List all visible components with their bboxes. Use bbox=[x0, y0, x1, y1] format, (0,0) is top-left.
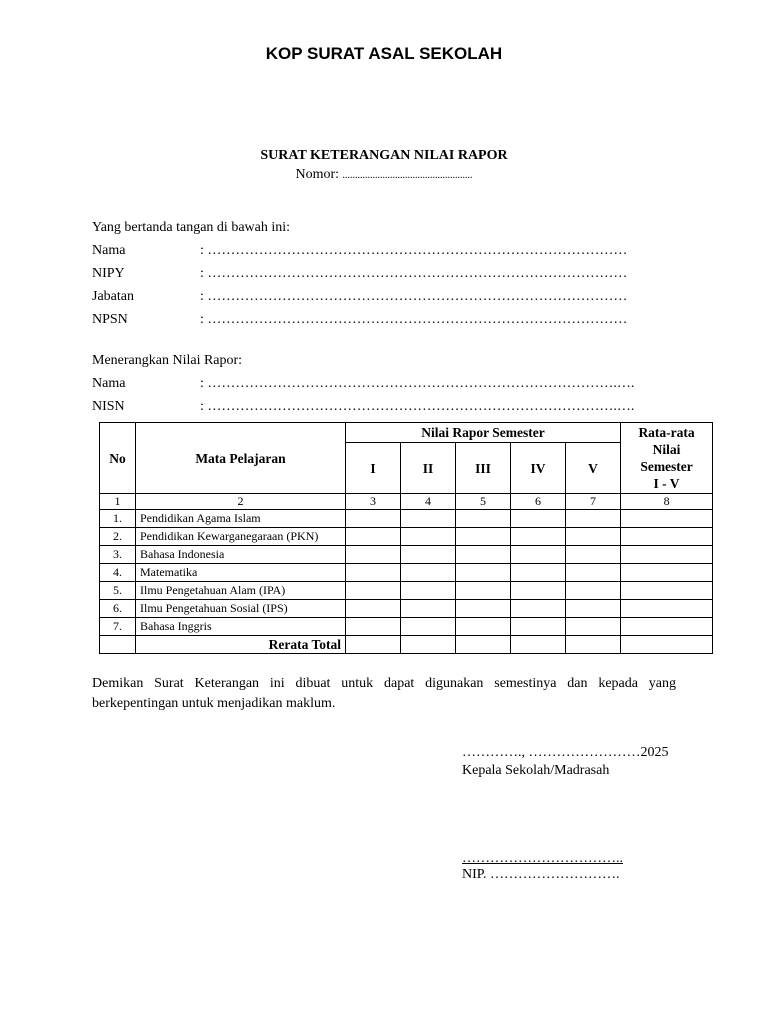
grade-cell bbox=[566, 510, 621, 528]
grade-cell bbox=[346, 564, 401, 582]
row-subject: Ilmu Pengetahuan Alam (IPA) bbox=[136, 582, 346, 600]
row-subject: Bahasa Inggris bbox=[136, 618, 346, 636]
signer-npsn-label: NPSN bbox=[92, 312, 128, 327]
grade-cell bbox=[511, 510, 566, 528]
signature-place-date: …………., ……………………2025 bbox=[462, 745, 669, 760]
grade-cell bbox=[566, 546, 621, 564]
header-no: No bbox=[100, 423, 136, 494]
student-nisn-label: NISN bbox=[92, 399, 125, 414]
average-cell bbox=[621, 510, 713, 528]
letter-number-dots: .................................................... bbox=[342, 170, 473, 181]
student-name-value: : …………………………………………………………………………….…. bbox=[200, 376, 635, 391]
grade-cell bbox=[456, 510, 511, 528]
grade-cell bbox=[566, 564, 621, 582]
column-number: 7 bbox=[566, 494, 621, 510]
row-number: 5. bbox=[100, 582, 136, 600]
header-average-line: I - V bbox=[653, 476, 680, 491]
row-number: 1. bbox=[100, 510, 136, 528]
header-average-line: Nilai bbox=[652, 442, 681, 457]
table-row bbox=[100, 546, 713, 564]
column-number: 8 bbox=[621, 494, 713, 510]
signature-name-line: …………………………….. bbox=[462, 851, 623, 866]
grades-table bbox=[99, 422, 713, 654]
grade-cell bbox=[511, 618, 566, 636]
grade-cell bbox=[456, 618, 511, 636]
grade-cell bbox=[401, 528, 456, 546]
student-name-label: Nama bbox=[92, 376, 126, 391]
total-label: Rerata Total bbox=[136, 636, 346, 654]
signer-nipy-label: NIPY bbox=[92, 266, 125, 281]
grade-cell bbox=[401, 510, 456, 528]
signature-position: Kepala Sekolah/Madrasah bbox=[462, 763, 610, 778]
average-cell bbox=[621, 618, 713, 636]
grade-cell bbox=[401, 546, 456, 564]
table-row bbox=[100, 618, 713, 636]
signer-jabatan-value: : ……………………………………………………………………………… bbox=[200, 289, 628, 304]
header-average-line: Rata-rata bbox=[638, 425, 695, 440]
student-nisn-value: : …………………………………………………………………………….…. bbox=[200, 399, 635, 414]
grade-cell bbox=[456, 600, 511, 618]
header-subject: Mata Pelajaran bbox=[136, 423, 346, 494]
average-cell bbox=[621, 546, 713, 564]
grade-cell bbox=[566, 582, 621, 600]
grade-cell bbox=[456, 528, 511, 546]
table-row bbox=[100, 510, 713, 528]
grade-cell bbox=[456, 636, 511, 654]
letterhead-placeholder: KOP SURAT ASAL SEKOLAH bbox=[265, 44, 503, 63]
total-row bbox=[100, 636, 713, 654]
grade-cell bbox=[401, 600, 456, 618]
grade-cell bbox=[456, 564, 511, 582]
grade-cell bbox=[346, 600, 401, 618]
letter-title: SURAT KETERANGAN NILAI RAPOR bbox=[260, 148, 508, 163]
row-number: 4. bbox=[100, 564, 136, 582]
grade-cell bbox=[566, 618, 621, 636]
column-number: 2 bbox=[136, 494, 346, 510]
header-semester-5: V bbox=[566, 443, 621, 494]
table-row bbox=[100, 600, 713, 618]
header-average bbox=[621, 423, 713, 494]
header-semester-1: I bbox=[346, 443, 401, 494]
column-number: 3 bbox=[346, 494, 401, 510]
grade-cell bbox=[511, 636, 566, 654]
table-row bbox=[100, 528, 713, 546]
row-number: 7. bbox=[100, 618, 136, 636]
average-cell bbox=[621, 528, 713, 546]
signer-intro: Yang bertanda tangan di bawah ini: bbox=[92, 220, 291, 235]
grade-cell bbox=[566, 600, 621, 618]
signer-npsn-value: : ……………………………………………………………………………… bbox=[200, 312, 628, 327]
header-semester-3: III bbox=[456, 443, 511, 494]
grade-cell bbox=[566, 528, 621, 546]
grade-cell bbox=[346, 618, 401, 636]
table-row bbox=[100, 564, 713, 582]
grade-cell bbox=[401, 618, 456, 636]
header-semester-4: IV bbox=[511, 443, 566, 494]
grade-cell bbox=[456, 546, 511, 564]
closing-paragraph: Demikan Surat Keterangan ini dibuat untuk dapat digunakan semestinya dan kepada yang berkepentingan untuk menjadikan maklum. bbox=[92, 676, 676, 711]
average-cell bbox=[621, 600, 713, 618]
grade-cell bbox=[566, 636, 621, 654]
grade-cell bbox=[346, 528, 401, 546]
grade-cell bbox=[456, 582, 511, 600]
header-semester-group: Nilai Rapor Semester bbox=[346, 423, 621, 443]
row-subject: Pendidikan Kewarganegaraan (PKN) bbox=[136, 528, 346, 546]
row-subject: Ilmu Pengetahuan Sosial (IPS) bbox=[136, 600, 346, 618]
grade-cell bbox=[511, 600, 566, 618]
letter-number bbox=[0, 167, 768, 183]
grade-cell bbox=[511, 582, 566, 600]
row-number: 6. bbox=[100, 600, 136, 618]
row-number: 3. bbox=[100, 546, 136, 564]
letter-number-label: Nomor: bbox=[295, 167, 340, 182]
header-semester-2: II bbox=[401, 443, 456, 494]
column-number: 6 bbox=[511, 494, 566, 510]
header-average-line: Semester bbox=[640, 459, 693, 474]
grade-cell bbox=[346, 546, 401, 564]
average-cell bbox=[621, 636, 713, 654]
grade-cell bbox=[511, 528, 566, 546]
signer-name-label: Nama bbox=[92, 243, 126, 258]
grade-cell bbox=[401, 564, 456, 582]
grade-cell bbox=[346, 510, 401, 528]
average-cell bbox=[621, 582, 713, 600]
row-number: 2. bbox=[100, 528, 136, 546]
row-subject: Matematika bbox=[136, 564, 346, 582]
column-number: 1 bbox=[100, 494, 136, 510]
column-number: 5 bbox=[456, 494, 511, 510]
row-subject: Bahasa Indonesia bbox=[136, 546, 346, 564]
grade-cell bbox=[511, 564, 566, 582]
student-intro: Menerangkan Nilai Rapor: bbox=[92, 353, 243, 368]
total-row-no bbox=[100, 636, 136, 654]
signer-name-value: : ……………………………………………………………………………… bbox=[200, 243, 628, 258]
signer-nipy-value: : ……………………………………………………………………………… bbox=[200, 266, 628, 281]
grade-cell bbox=[401, 582, 456, 600]
grade-cell bbox=[346, 636, 401, 654]
signature-nip: NIP. ………………………. bbox=[462, 867, 620, 882]
table-row bbox=[100, 582, 713, 600]
average-cell bbox=[621, 564, 713, 582]
row-subject: Pendidikan Agama Islam bbox=[136, 510, 346, 528]
column-number: 4 bbox=[401, 494, 456, 510]
grade-cell bbox=[346, 582, 401, 600]
signer-jabatan-label: Jabatan bbox=[92, 289, 134, 304]
grade-cell bbox=[401, 636, 456, 654]
grade-cell bbox=[511, 546, 566, 564]
